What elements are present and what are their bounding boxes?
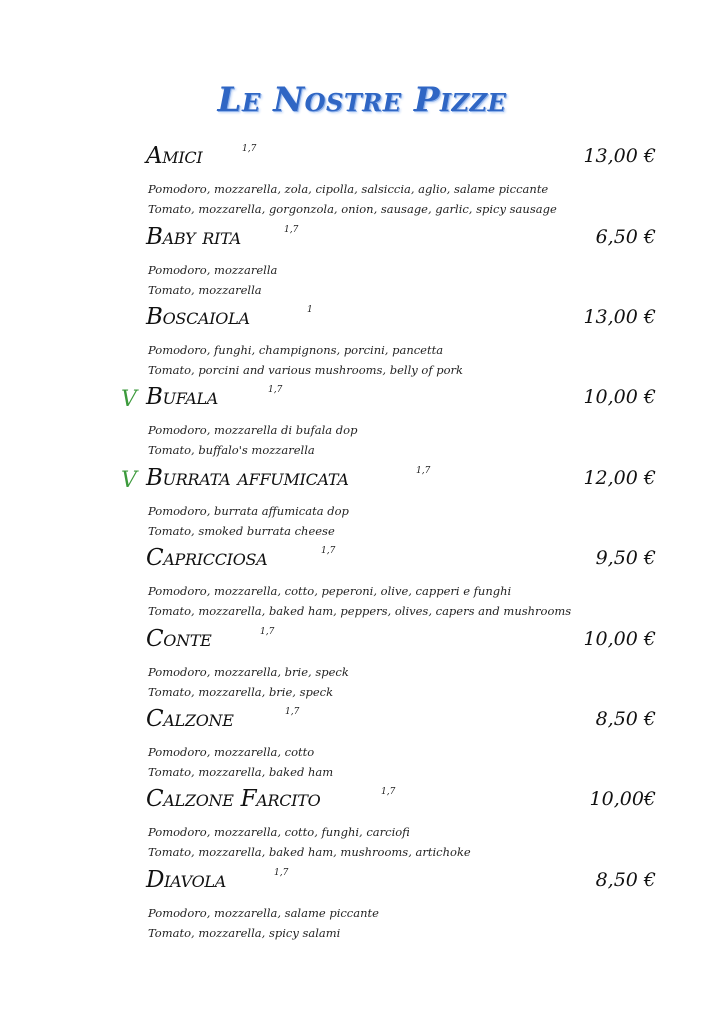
vegetarian-icon: V xyxy=(121,387,137,412)
item-allergens: 1 xyxy=(307,305,313,315)
item-price: 13,00 € xyxy=(583,306,656,328)
item-allergens: 1,7 xyxy=(285,707,300,717)
item-description-it: Pomodoro, mozzarella xyxy=(148,263,278,277)
item-description-it: Pomodoro, mozzarella, salame piccante xyxy=(148,906,379,920)
menu-item-baby-rita xyxy=(0,221,724,301)
item-description-it: Pomodoro, funghi, champignons, porcini, pancetta xyxy=(148,343,444,357)
menu-item-boscaiola xyxy=(0,301,724,381)
item-description-en: Tomato, porcini and various mushrooms, belly of pork xyxy=(148,363,463,377)
item-name: Diavola xyxy=(146,867,226,893)
item-description-en: Tomato, mozzarella, spicy salami xyxy=(148,926,341,940)
item-description-en: Tomato, mozzarella, baked ham, peppers, olives, capers and mushrooms xyxy=(148,604,572,618)
menu-item-capricciosa xyxy=(0,542,724,622)
item-name: Amici xyxy=(146,143,203,169)
item-allergens: 1,7 xyxy=(242,144,257,154)
item-allergens: 1,7 xyxy=(274,868,289,878)
item-allergens: 1,7 xyxy=(268,385,283,395)
item-allergens: 1,7 xyxy=(284,225,299,235)
menu-item-amici xyxy=(0,140,724,220)
item-name: Burrata affumicata xyxy=(146,465,349,491)
item-allergens: 1,7 xyxy=(321,546,336,556)
vegetarian-icon: V xyxy=(121,468,137,493)
item-description-en: Tomato, mozzarella, gorgonzola, onion, sausage, garlic, spicy sausage xyxy=(148,202,557,216)
item-price: 10,00 € xyxy=(583,628,656,650)
item-description-en: Tomato, smoked burrata cheese xyxy=(148,524,335,538)
item-description-en: Tomato, mozzarella xyxy=(148,283,262,297)
item-description-en: Tomato, mozzarella, baked ham xyxy=(148,765,334,779)
item-description-it: Pomodoro, mozzarella, zola, cipolla, salsiccia, aglio, salame piccante xyxy=(148,182,549,196)
item-allergens: 1,7 xyxy=(416,466,431,476)
menu-item-diavola xyxy=(0,864,724,944)
item-price: 12,00 € xyxy=(583,467,656,489)
item-price: 10,00 € xyxy=(583,386,656,408)
menu-item-calzone-farcito xyxy=(0,783,724,863)
item-name: Capricciosa xyxy=(146,545,268,571)
item-price: 8,50 € xyxy=(595,869,656,891)
menu-item-calzone xyxy=(0,703,724,783)
item-description-en: Tomato, mozzarella, baked ham, mushrooms, artichoke xyxy=(148,845,471,859)
item-price: 13,00 € xyxy=(583,145,656,167)
item-description-it: Pomodoro, mozzarella, brie, speck xyxy=(148,665,349,679)
item-price: 10,00€ xyxy=(589,788,656,810)
item-description-it: Pomodoro, mozzarella, cotto, funghi, carciofi xyxy=(148,825,410,839)
item-description-en: Tomato, buffalo's mozzarella xyxy=(148,443,315,457)
item-description-en: Tomato, mozzarella, brie, speck xyxy=(148,685,334,699)
item-name: Calzone xyxy=(146,706,234,732)
item-price: 8,50 € xyxy=(595,708,656,730)
item-description-it: Pomodoro, mozzarella, cotto, peperoni, olive, capperi e funghi xyxy=(148,584,512,598)
item-price: 6,50 € xyxy=(595,226,656,248)
item-name: Calzone Farcito xyxy=(146,786,321,812)
item-description-it: Pomodoro, mozzarella, cotto xyxy=(148,745,315,759)
item-name: Baby rita xyxy=(146,224,241,250)
menu-item-conte xyxy=(0,623,724,703)
item-name: Bufala xyxy=(146,384,219,410)
menu-item-burrata-affumicata xyxy=(0,462,724,542)
item-allergens: 1,7 xyxy=(260,627,275,637)
item-name: Boscaiola xyxy=(146,304,250,330)
item-description-it: Pomodoro, burrata affumicata dop xyxy=(148,504,349,518)
item-allergens: 1,7 xyxy=(381,787,396,797)
item-description-it: Pomodoro, mozzarella di bufala dop xyxy=(148,423,358,437)
page-title: Le Nostre Pizze xyxy=(217,80,507,120)
item-price: 9,50 € xyxy=(595,547,656,569)
menu-item-bufala xyxy=(0,381,724,461)
item-name: Conte xyxy=(146,626,212,652)
